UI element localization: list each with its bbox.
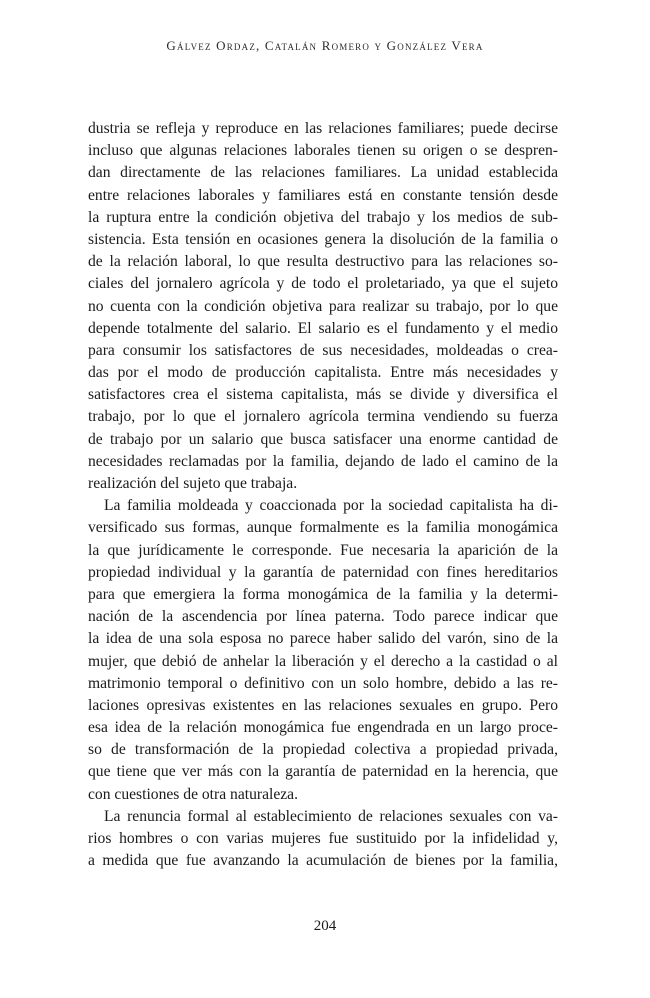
text-line: nación de la ascendencia por línea paterna. Todo parece indicar que — [88, 608, 558, 626]
text-line: propiedad individual y la garantía de paternidad con fines hereditarios — [88, 563, 558, 581]
text-line: incluso que algunas relaciones laborales tienen su origen o se despren- — [88, 142, 558, 160]
text-line: a medida que fue avanzando la acumulación de bienes por la familia, — [88, 852, 558, 870]
text-line: trabajo, por lo que el jornalero agrícola termina vendiendo su fuerza — [88, 408, 558, 426]
text-line: laciones opresivas existentes en las relaciones sexuales en grupo. Pero — [88, 696, 558, 714]
text-line: depende totalmente del salario. El salario es el fundamento y el medio — [88, 319, 558, 337]
text-line: la idea de una sola esposa no parece haber salido del varón, sino de la — [88, 630, 558, 648]
text-line: entre relaciones laborales y familiares está en constante tensión desde — [88, 186, 558, 204]
text-line: La familia moldeada y coaccionada por la sociedad capitalista ha di- — [104, 497, 558, 515]
text-line: esa idea de la relación monogámica fue engendrada en un largo proce- — [88, 719, 558, 737]
text-line: para consumir los satisfactores de sus necesidades, moldeadas o crea- — [88, 341, 558, 359]
text-line: matrimonio temporal o definitivo con un solo hombre, debido a las re- — [88, 674, 558, 692]
text-line: que tiene que ver más con la garantía de paternidad en la herencia, que — [88, 763, 558, 781]
text-line: para que emergiera la forma monogámica de la familia y la determi- — [88, 585, 558, 603]
text-line: versificado sus formas, aunque formalmente es la familia monogámica — [88, 519, 558, 537]
text-line: so de transformación de la propiedad colectiva a propiedad privada, — [88, 741, 558, 759]
text-line: La renuncia formal al establecimiento de relaciones sexuales con va- — [104, 807, 558, 825]
running-header: Gálvez Ordaz, Catalán Romero y González Vera — [166, 38, 484, 53]
text-line: de la relación laboral, lo que resulta destructivo para las relaciones so- — [88, 253, 558, 271]
text-line: la que jurídicamente le corresponde. Fue necesaria la aparición de la — [88, 541, 558, 559]
text-line: necesidades reclamadas por la familia, dejando de lado el camino de la — [88, 452, 558, 470]
text-line: das por el modo de producción capitalista. Entre más necesidades y — [88, 364, 558, 382]
page-number: 204 — [313, 918, 337, 934]
text-line: no cuenta con la condición objetiva para realizar su trabajo, por lo que — [88, 297, 558, 315]
text-line: ciales del jornalero agrícola y de todo el proletariado, ya que el sujeto — [88, 275, 558, 293]
text-line: de trabajo por un salario que busca satisfacer una enorme cantidad de — [88, 430, 558, 448]
text-line: sistencia. Esta tensión en ocasiones genera la disolución de la familia o — [88, 230, 558, 248]
text-line: realización del sujeto que trabaja. — [88, 475, 298, 492]
text-line: la ruptura entre la condición objetiva del trabajo y los medios de sub- — [88, 208, 558, 226]
text-line: rios hombres o con varias mujeres fue sustituido por la infidelidad y, — [88, 830, 558, 847]
text-line: satisfactores crea el sistema capitalista, más se divide y diversifica el — [88, 386, 558, 404]
body-text — [88, 118, 558, 872]
text-line: mujer, que debió de anhelar la liberación y el derecho a la castidad o al — [88, 652, 558, 670]
text-line: con cuestiones de otra naturaleza. — [88, 785, 298, 803]
text-line: dustria se refleja y reproduce en las relaciones familiares; puede decirse — [88, 120, 558, 137]
text-line: dan directamente de las relaciones familiares. La unidad establecida — [88, 164, 558, 182]
